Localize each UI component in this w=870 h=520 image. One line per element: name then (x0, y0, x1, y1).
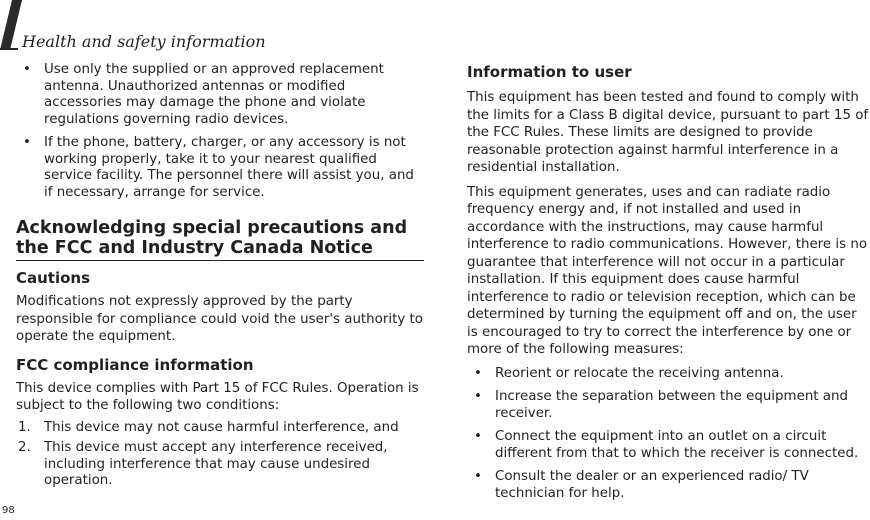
list-item-text: This device may not cause harmful interference, and (44, 419, 399, 435)
bullet-icon: • (23, 135, 31, 150)
cautions-text: Modifications not expressly approved by the party responsible for compliance could void the user's authority to operate the equipment. (16, 294, 423, 344)
list-number: 1. (18, 419, 31, 435)
list-item-text: This device must accept any interference received, including interference that may cause undesired operation. (44, 440, 388, 488)
fcc-text: This device complies with Part 15 of FCC Rules. Operation is subject to the following two conditions: (16, 380, 419, 413)
left-column (16, 62, 424, 494)
header-accent-bar (0, 0, 22, 50)
list-item (16, 62, 424, 128)
list-item (467, 429, 870, 462)
list-item-text: Reorient or relocate the receiving antenna. (495, 365, 784, 381)
info-heading: Information to user (467, 63, 632, 81)
left-bullet-list (16, 62, 424, 201)
list-item-text: Increase the separation between the equipment and receiver. (495, 389, 849, 421)
list-number: 2. (18, 440, 31, 455)
page-header-title: Health and safety information (22, 32, 266, 51)
list-item (467, 366, 870, 383)
list-item (467, 469, 870, 502)
right-column (467, 62, 870, 509)
info-paragraph-1: This equipment has been tested and found to comply with the limits for a Class B digital device, pursuant to part 15 of the FCC Rules. These limits are designed to provide reasonable protection against harmful interference in a residential installation. (467, 90, 869, 175)
list-item (16, 440, 424, 490)
bullet-icon: • (474, 365, 482, 381)
list-item-text: If the phone, battery, charger, or any accessory is not working properly, take it to your nearest qualified service facility. The personnel there will assist you, and if necessary, arrange for service. (44, 135, 414, 200)
measures-list (467, 366, 870, 503)
fcc-heading: FCC compliance information (16, 355, 254, 374)
list-item-text: Use only the supplied or an approved replacement antenna. Unauthorized antennas or modified accessories may damage the phone and violate regulations governing radio devices. (44, 62, 384, 127)
cautions-heading: Cautions (16, 269, 91, 287)
bullet-icon: • (23, 62, 31, 77)
bullet-icon: • (474, 469, 482, 484)
list-item (16, 420, 424, 437)
list-item (16, 135, 424, 201)
list-item-text: Consult the dealer or an experienced radio/ TV technician for help. (495, 469, 809, 501)
header-accent-rule (0, 48, 18, 50)
bullet-icon: • (474, 429, 482, 444)
section-title: Acknowledging special precautions and the FCC and Industry Canada Notice (16, 218, 424, 261)
list-item (467, 389, 870, 422)
fcc-conditions-list (16, 420, 424, 490)
page-number: 98 (2, 505, 15, 516)
info-paragraph-2: This equipment generates, uses and can radiate radio frequency energy and, if not installed and used in accordance with the instructions, may cause harmful interference to radio communications. However, there is no guarantee that interference will not occur in a particular installation. If this equipment does cause harmful interference to radio or television reception, which can be determined by turning the equipment off and on, the user is encouraged to try to correct the interference by one or more of the following measures: (467, 184, 868, 357)
list-item-text: Connect the equipment into an outlet on a circuit different from that to which the receiver is connected. (495, 429, 859, 461)
bullet-icon: • (474, 389, 482, 404)
